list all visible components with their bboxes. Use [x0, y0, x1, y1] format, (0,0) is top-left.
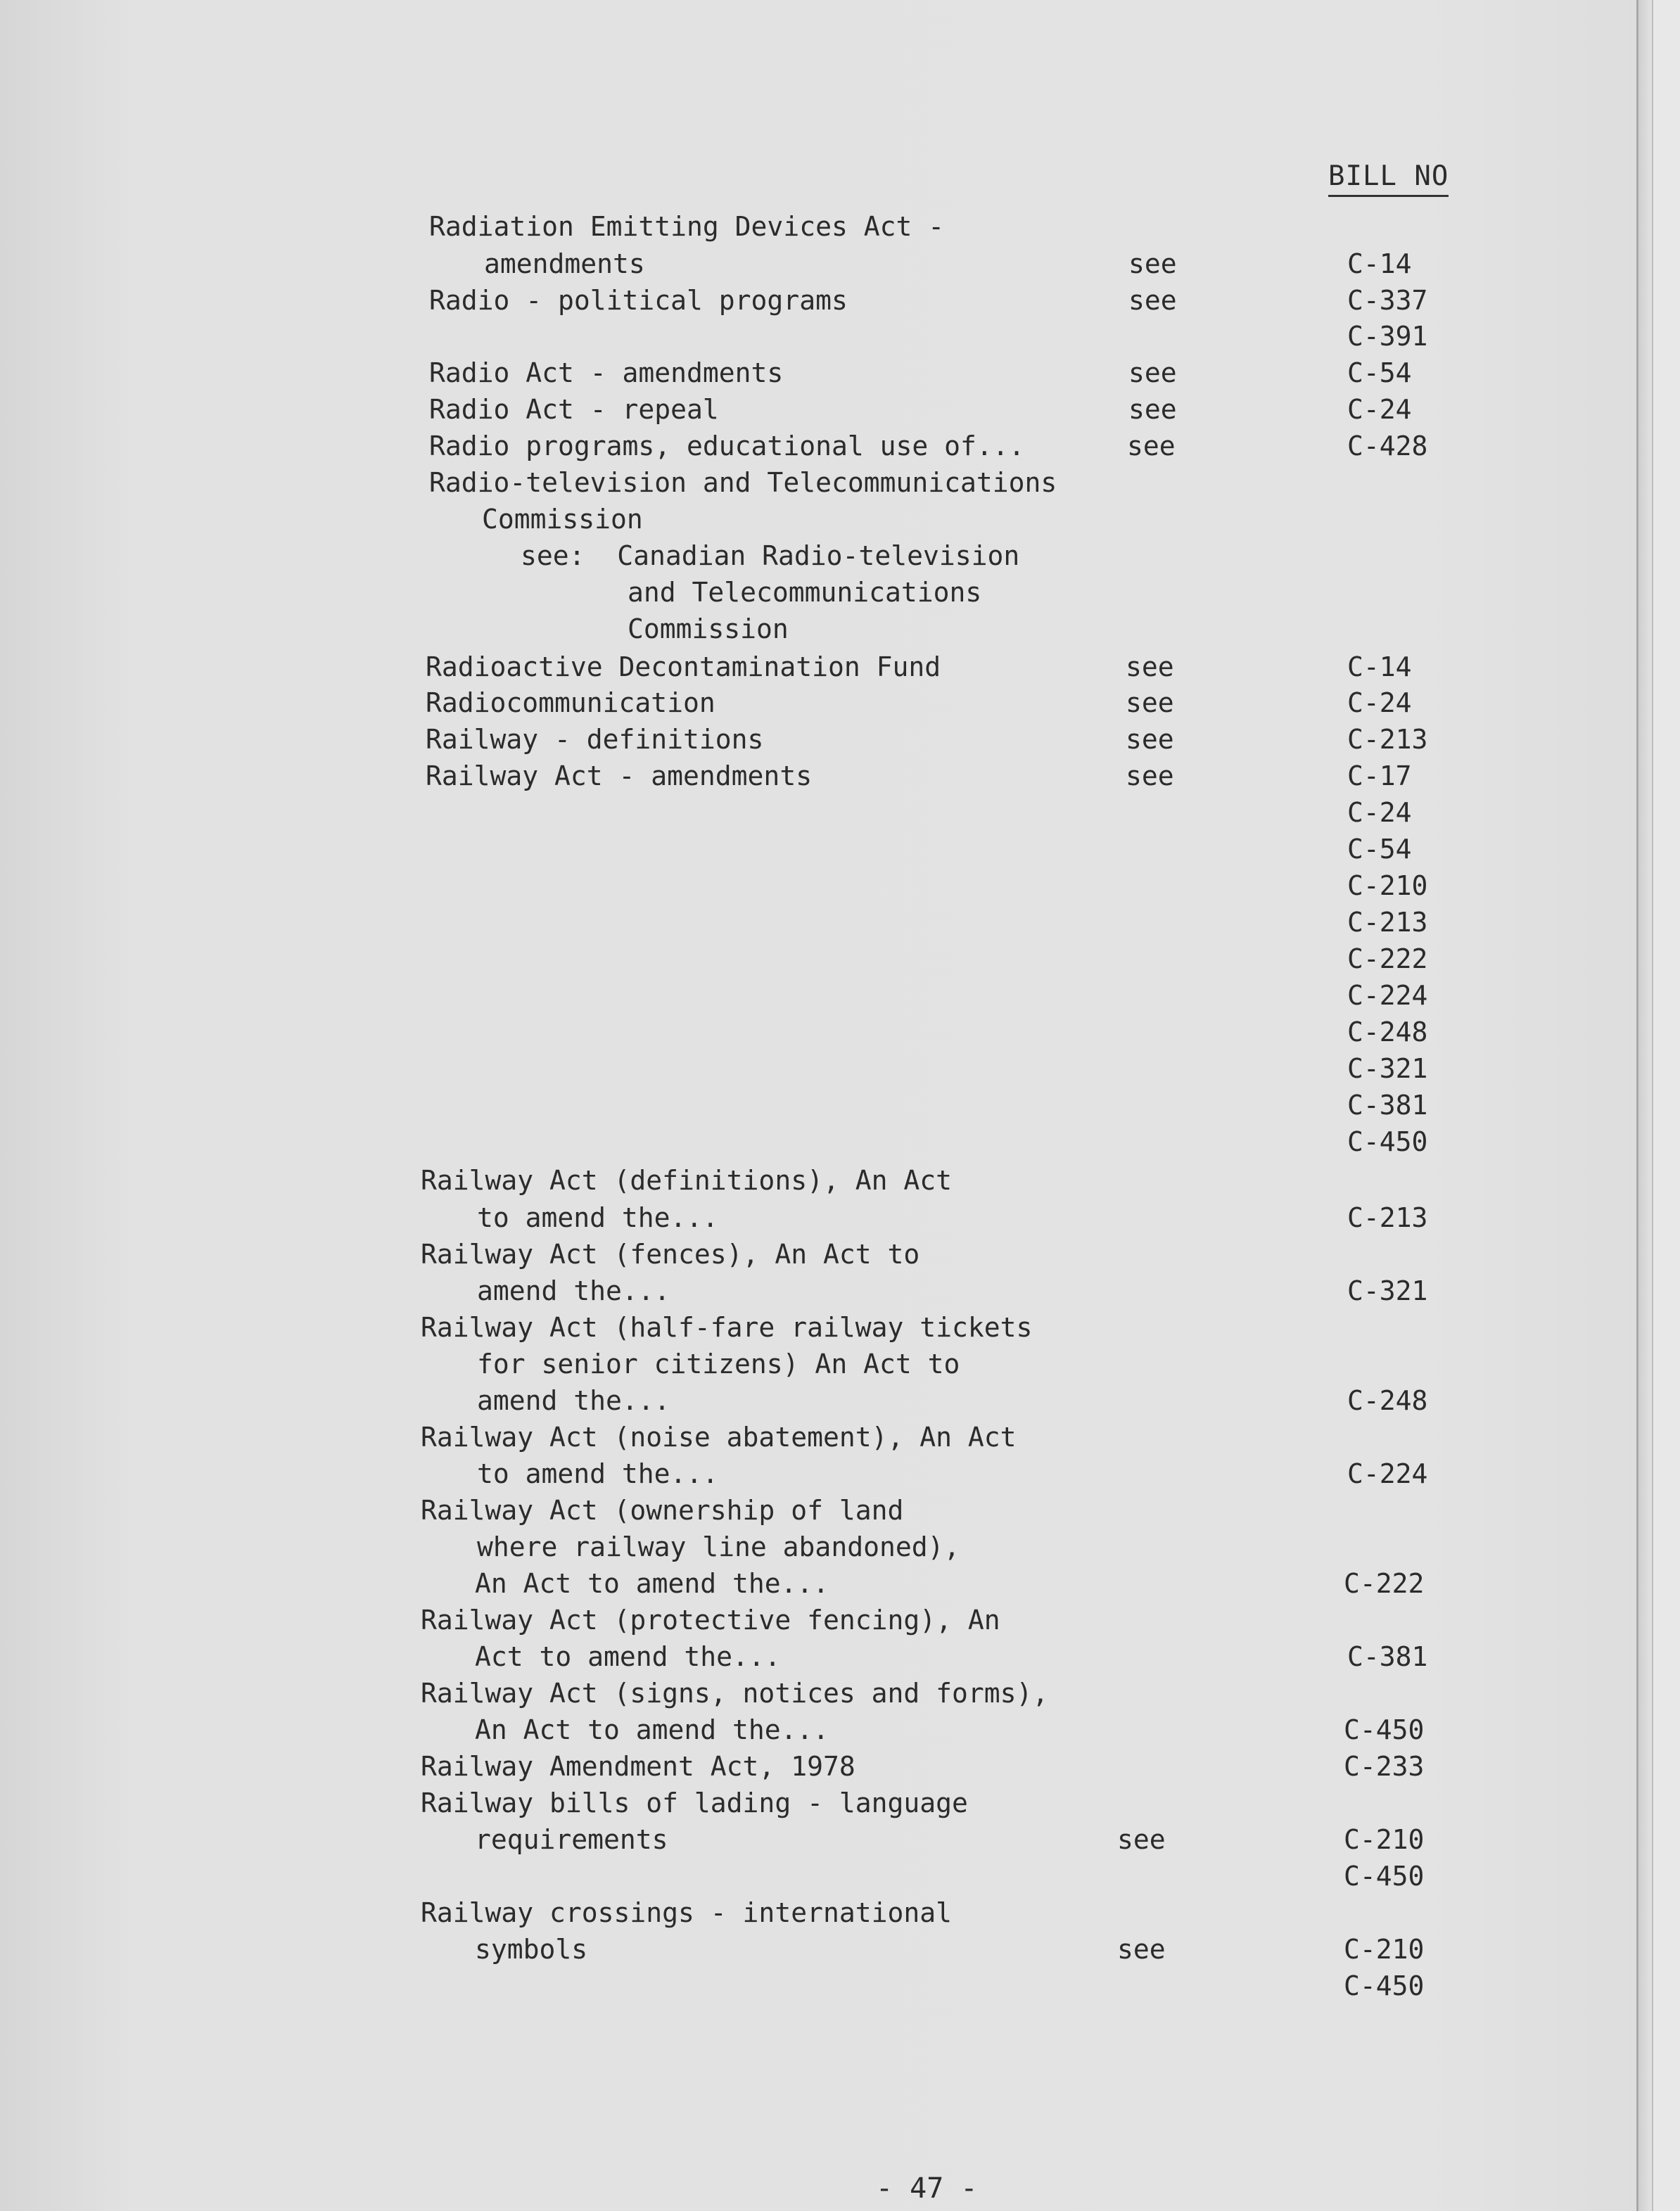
entry-subject: Radioactive Decontamination Fund — [426, 651, 941, 682]
index-entry — [0, 649, 1618, 685]
entry-bill-number: C-381 — [1347, 1641, 1428, 1672]
entry-bill-number: C-210 — [1344, 1934, 1425, 1965]
index-entry — [0, 1968, 1618, 2004]
entry-see-reference: see — [1117, 1934, 1166, 1965]
index-entry — [0, 1162, 1618, 1199]
page-number: - 47 - — [876, 2172, 978, 2205]
entry-see-reference: see — [1128, 394, 1177, 425]
entry-bill-number: C-24 — [1347, 687, 1412, 718]
entry-bill-number: C-450 — [1347, 1126, 1428, 1157]
entry-subject: Railway crossings - international — [421, 1897, 952, 1928]
index-entry — [0, 1565, 1618, 1602]
entry-subject: Railway Act (ownership of land — [421, 1495, 904, 1526]
index-entry — [0, 537, 1618, 574]
entry-bill-number: C-337 — [1347, 285, 1428, 316]
index-entry — [0, 1309, 1618, 1346]
entry-bill-number: C-450 — [1344, 1970, 1425, 2001]
entry-see-reference: see — [1128, 285, 1177, 316]
entry-subject: for senior citizens) An Act to — [477, 1349, 960, 1380]
index-entry — [0, 977, 1618, 1014]
index-entry — [0, 721, 1618, 758]
entry-subject: Radio-television and Telecommunications — [429, 467, 1057, 498]
entry-see-reference: see — [1126, 724, 1174, 755]
entry-see-reference: see — [1128, 248, 1177, 279]
index-entry — [0, 1050, 1618, 1087]
entry-subject: Railway - definitions — [426, 724, 764, 755]
index-entry — [0, 1199, 1618, 1236]
entry-see-reference: see — [1126, 760, 1174, 791]
index-entry — [0, 1014, 1618, 1050]
entry-subject: where railway line abandoned), — [477, 1531, 960, 1562]
index-entry — [0, 867, 1618, 904]
index-entry — [0, 1821, 1618, 1858]
index-entry — [0, 1602, 1618, 1638]
entry-subject: Radio Act - repeal — [429, 394, 719, 425]
entry-subject: Railway Amendment Act, 1978 — [421, 1751, 855, 1782]
entry-subject: amend the... — [477, 1275, 670, 1306]
entry-bill-number: C-213 — [1347, 1202, 1428, 1233]
entry-subject: Commission — [482, 504, 643, 535]
index-entry — [0, 501, 1618, 537]
column-header-bill-no: BILL NO — [1328, 160, 1449, 197]
index-entry — [0, 355, 1618, 391]
index-entry — [0, 1087, 1618, 1123]
entry-subject: Railway Act (noise abatement), An Act — [421, 1422, 1017, 1453]
index-entry — [0, 1419, 1618, 1455]
entry-bill-number: C-210 — [1344, 1824, 1425, 1855]
entry-bill-number: C-321 — [1347, 1053, 1428, 1084]
index-entry — [0, 1785, 1618, 1821]
entry-subject: Radiocommunication — [426, 687, 715, 718]
index-entry — [0, 831, 1618, 867]
index-entry — [0, 282, 1618, 319]
entry-subject: An Act to amend the... — [475, 1714, 829, 1745]
index-entry — [0, 941, 1618, 977]
entry-subject: An Act to amend the... — [475, 1568, 829, 1599]
index-entry — [0, 794, 1618, 831]
index-entry — [0, 684, 1618, 721]
index-entry — [0, 1273, 1618, 1309]
entry-bill-number: C-14 — [1347, 248, 1412, 279]
entry-subject: requirements — [475, 1824, 668, 1855]
index-entry — [0, 1123, 1618, 1160]
entry-subject: Railway Act (half-fare railway tickets — [421, 1312, 1033, 1343]
entry-subject: see: Canadian Radio-television — [521, 540, 1020, 571]
entry-bill-number: C-213 — [1347, 907, 1428, 938]
entry-bill-number: C-391 — [1347, 321, 1428, 352]
entry-subject: symbols — [475, 1934, 588, 1965]
entry-subject: Railway Act (definitions), An Act — [421, 1165, 952, 1196]
entry-see-reference: see — [1126, 687, 1174, 718]
entry-bill-number: C-54 — [1347, 357, 1412, 388]
entry-subject: Commission — [628, 613, 789, 644]
entry-subject: Railway Act (signs, notices and forms), — [421, 1678, 1049, 1709]
index-entry — [0, 1748, 1618, 1785]
index-entry — [0, 208, 1618, 245]
entry-bill-number: C-14 — [1347, 651, 1412, 682]
entry-bill-number: C-321 — [1347, 1275, 1428, 1306]
entry-bill-number: C-222 — [1347, 943, 1428, 974]
index-entry — [0, 1236, 1618, 1273]
index-entry — [0, 1638, 1618, 1675]
page-edge-outer — [1652, 0, 1680, 2211]
entry-subject: Radio Act - amendments — [429, 357, 784, 388]
entry-bill-number: C-248 — [1347, 1017, 1428, 1047]
entry-subject: Radio - political programs — [429, 285, 848, 316]
index-entry — [0, 391, 1618, 428]
entry-subject: amend the... — [477, 1385, 670, 1416]
entry-bill-number: C-233 — [1344, 1751, 1425, 1782]
entry-subject: Radiation Emitting Devices Act - — [429, 211, 945, 242]
index-entry — [0, 1492, 1618, 1529]
entry-bill-number: C-24 — [1347, 394, 1412, 425]
entry-subject: to amend the... — [477, 1458, 719, 1489]
entry-bill-number: C-210 — [1347, 870, 1428, 901]
entry-see-reference: see — [1117, 1824, 1166, 1855]
index-entry — [0, 318, 1618, 355]
entry-see-reference: see — [1126, 651, 1174, 682]
index-entry — [0, 1455, 1618, 1492]
index-entry — [0, 246, 1618, 282]
index-entry — [0, 464, 1618, 501]
index-entry — [0, 1346, 1618, 1382]
entry-bill-number: C-54 — [1347, 834, 1412, 865]
index-entry — [0, 1675, 1618, 1712]
entry-bill-number: C-248 — [1347, 1385, 1428, 1416]
entry-subject: Act to amend the... — [475, 1641, 781, 1672]
index-entry — [0, 904, 1618, 941]
entry-bill-number: C-381 — [1347, 1090, 1428, 1121]
entry-bill-number: C-213 — [1347, 724, 1428, 755]
entry-subject: Railway Act - amendments — [426, 760, 813, 791]
entry-subject: Railway bills of lading - language — [421, 1788, 968, 1818]
entry-subject: Radio programs, educational use of... — [429, 431, 1025, 461]
index-entry — [0, 1858, 1618, 1894]
entry-bill-number: C-222 — [1344, 1568, 1425, 1599]
entry-subject: and Telecommunications — [628, 577, 982, 608]
entry-bill-number: C-24 — [1347, 797, 1412, 828]
index-entry — [0, 1894, 1618, 1931]
entry-see-reference: see — [1127, 431, 1176, 461]
entry-bill-number: C-224 — [1347, 980, 1428, 1011]
index-entry — [0, 1529, 1618, 1565]
index-entry — [0, 428, 1618, 464]
index-entry — [0, 1382, 1618, 1419]
entry-subject: to amend the... — [477, 1202, 719, 1233]
entry-bill-number: C-428 — [1347, 431, 1428, 461]
entry-bill-number: C-224 — [1347, 1458, 1428, 1489]
entry-subject: Railway Act (fences), An Act to — [421, 1239, 920, 1270]
entry-subject: amendments — [484, 248, 645, 279]
entry-bill-number: C-17 — [1347, 760, 1412, 791]
entry-bill-number: C-450 — [1344, 1714, 1425, 1745]
entry-bill-number: C-450 — [1344, 1861, 1425, 1892]
index-entry — [0, 611, 1618, 647]
index-entry — [0, 574, 1618, 611]
index-entry — [0, 1931, 1618, 1968]
index-entry — [0, 758, 1618, 794]
entry-see-reference: see — [1128, 357, 1177, 388]
index-entry — [0, 1712, 1618, 1748]
entry-subject: Railway Act (protective fencing), An — [421, 1605, 1000, 1636]
